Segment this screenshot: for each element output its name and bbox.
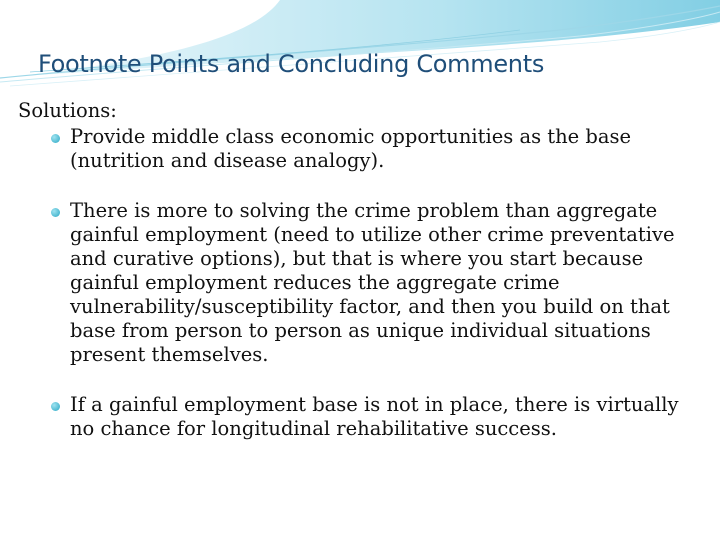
bullet-text: There is more to solving the crime problem than aggregate gainful employment (need to utilize other crime preventative and curative options), but that is where you start because gainful employment reduces the aggregate crime vulnerability/susceptibility factor, and then you build on that base from person to person as unique individual situations present themselves. xyxy=(70,199,675,366)
bullet-dot-icon xyxy=(51,402,60,411)
solutions-heading: Solutions: xyxy=(18,99,117,122)
bullet-item xyxy=(18,199,708,367)
slide-title: Footnote Points and Concluding Comments xyxy=(38,50,545,78)
spacer xyxy=(18,173,708,199)
spacer xyxy=(18,367,708,393)
bullet-item xyxy=(18,125,708,173)
bullet-text: Provide middle class economic opportunities as the base (nutrition and disease analogy). xyxy=(70,125,632,172)
slide-body xyxy=(18,99,708,441)
bullet-item xyxy=(18,393,708,441)
bullet-text: If a gainful employment base is not in place, there is virtually no chance for longitudinal rehabilitative success. xyxy=(70,393,679,440)
bullet-dot-icon xyxy=(51,208,60,217)
bullet-dot-icon xyxy=(51,134,60,143)
